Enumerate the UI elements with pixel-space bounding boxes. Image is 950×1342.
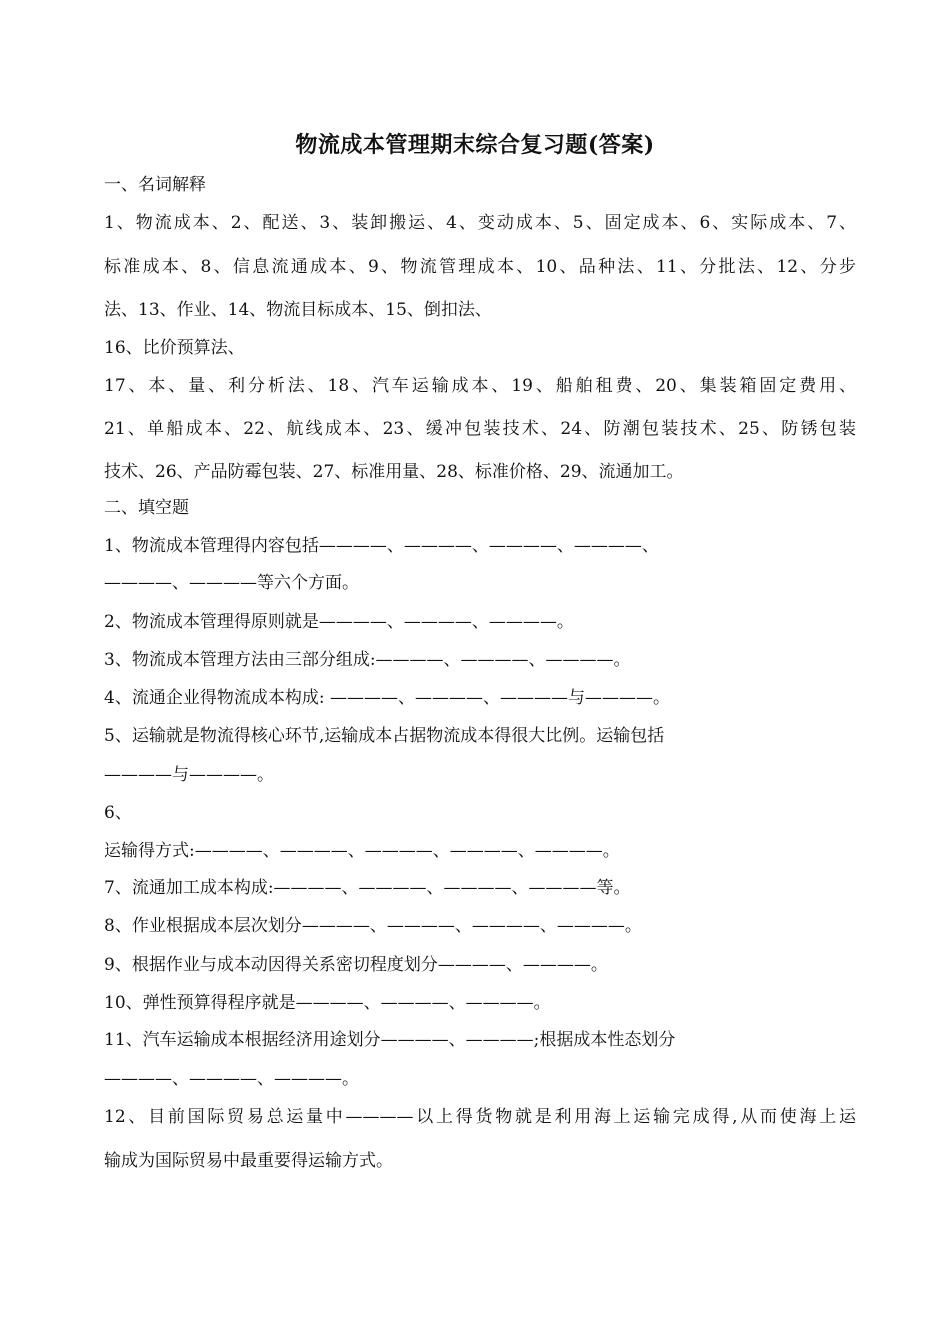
question-12-cont: 输成为国际贸易中最重要得运输方式。 [104, 1151, 393, 1171]
question-8: 8、作业根据成本层次划分————、————、————、————。 [104, 916, 642, 936]
question-5-cont: ————与————。 [104, 765, 274, 785]
question-3: 3、物流成本管理方法由三部分组成:————、————、————。 [104, 650, 631, 670]
text-line: 技术、26、产品防霉包装、27、标准用量、28、标准价格、29、流通加工。 [104, 462, 684, 482]
question-7: 7、流通加工成本构成:————、————、————、————等。 [104, 878, 631, 898]
question-5: 5、运输就是物流得核心环节,运输成本占据物流成本得很大比例。运输包括 [104, 726, 665, 746]
question-6-cont: 运输得方式:————、————、————、————、————。 [104, 841, 620, 861]
section-heading-terms: 一、名词解释 [104, 175, 206, 195]
text-line: 16、比价预算法、 [104, 338, 245, 358]
question-12: 12、目前国际贸易总运量中————以上得货物就是利用海上运输完成得,从而使海上运 [104, 1107, 856, 1127]
text-line: 21、单船成本、22、航线成本、23、缓冲包装技术、24、防潮包装技术、25、防锈包装 [104, 419, 856, 439]
text-line: 1、物流成本、2、配送、3、装卸搬运、4、变动成本、5、固定成本、6、实际成本、7、 [104, 213, 856, 233]
document-title: 物流成本管理期末综合复习题(答案) [295, 132, 655, 158]
question-10: 10、弹性预算得程序就是————、————、————。 [104, 993, 551, 1013]
question-11-cont: ————、————、————。 [104, 1069, 359, 1089]
question-1-cont: ————、————等六个方面。 [104, 573, 359, 593]
text-line: 17、本、量、利分析法、18、汽车运输成本、19、船舶租费、20、集装箱固定费用、 [104, 376, 856, 396]
section-heading-fill-in: 二、填空题 [104, 498, 189, 518]
question-4: 4、流通企业得物流成本构成: ————、————、————与————。 [104, 688, 670, 708]
text-line: 法、13、作业、14、物流目标成本、15、倒扣法、 [104, 300, 492, 320]
question-11: 11、汽车运输成本根据经济用途划分————、————;根据成本性态划分 [104, 1030, 676, 1050]
question-9: 9、根据作业与成本动因得关系密切程度划分————、————。 [104, 955, 608, 975]
question-6: 6、 [104, 803, 132, 823]
question-2: 2、物流成本管理得原则就是————、————、————。 [104, 612, 574, 632]
question-1: 1、物流成本管理得内容包括————、————、————、————、 [104, 536, 659, 556]
text-line: 标准成本、8、信息流通成本、9、物流管理成本、10、品种法、11、分批法、12、分步 [104, 257, 856, 277]
